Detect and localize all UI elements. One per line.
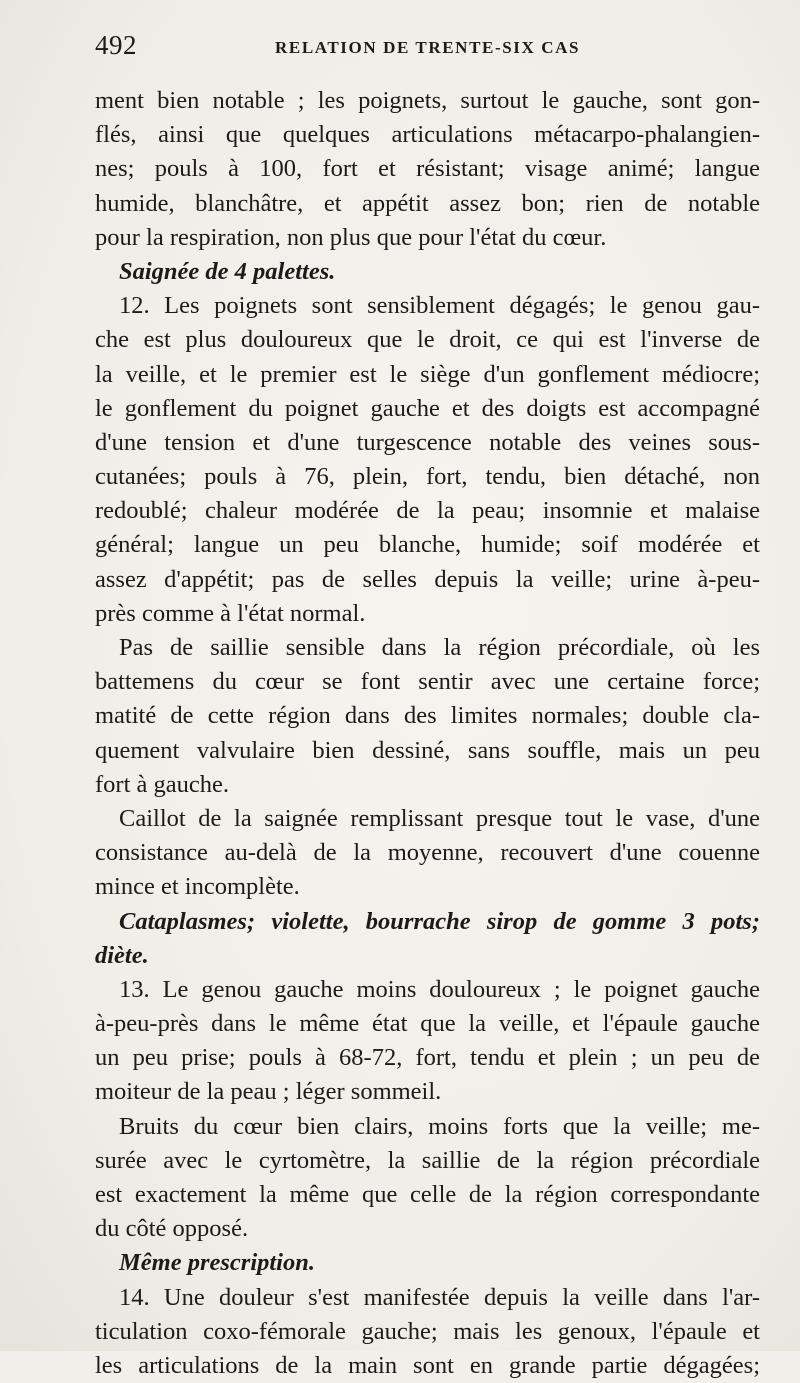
text-line: cutanées; pouls à 76, plein, fort, tendu, bien détaché, non [95,463,760,491]
text-line: Pas de saillie sensible dans la région précordiale, où les [119,634,760,661]
text-line: 13. Le genou gauche moins douloureux ; le poignet gauche [119,975,760,1003]
text-line: Caillot de la saignée remplissant presque tout le vase, d'une [119,804,760,832]
text-line: ment bien notable ; les poignets, surtout le gauche, sont gon- [95,87,760,114]
text-line: d'une tension et d'une turgescence notable des veines sous- [95,428,760,456]
text-line: flés, ainsi que quelques articulations métacarpo-phalangien- [95,121,760,149]
text-line: che est plus douloureux que le droit, ce qui est l'inverse de [95,326,760,354]
text-line: fort à gauche. [95,770,229,798]
text-line: le gonflement du poignet gauche et des doigts est accompagné [95,394,760,422]
text-line: pour la respiration, non plus que pour l'état du cœur. [95,223,607,251]
text-line: du côté opposé. [95,1215,249,1243]
text-line: assez d'appétit; pas de selles depuis la veille; urine à-peu- [95,565,760,593]
page-header [95,30,760,66]
text-line: 12. Les poignets sont sensiblement dégagés; le genou gau- [119,292,760,320]
text-line: battemens du cœur se font sentir avec une certaine force; [95,668,760,696]
text-line: consistance au-delà de la moyenne, recouvert d'une couenne [95,839,760,867]
text-line: humide, blanchâtre, et appétit assez bon; rien de notable [95,189,760,217]
text-line: 14. Une douleur s'est manifestée depuis la veille dans l'ar- [119,1283,760,1311]
text-line: la veille, et le premier est le siège d'un gonflement médiocre; [95,360,760,388]
prescription-line: Saignée de 4 palettes. [119,257,336,285]
text-line: ticulation coxo-fémorale gauche; mais les genoux, l'épaule et [95,1317,760,1345]
text-line: un peu prise; pouls à 68-72, fort, tendu et plein ; un peu de [95,1044,760,1072]
text-line: nes; pouls à 100, fort et résistant; visage animé; langue [95,155,760,183]
text-line: est exactement la même que celle de la région correspondante [95,1181,760,1208]
prescription-line: Même prescription. [119,1249,315,1277]
running-head: RELATION DE TRENTE-SIX CAS [275,38,581,57]
text-line: les articulations de la main sont en grande partie dégagées; [95,1351,760,1379]
page-number: 492 [95,30,137,60]
page-body [95,84,760,1383]
text-line: matité de cette région dans des limites normales; double cla- [95,702,760,730]
text-line: près comme à l'état normal. [95,599,366,627]
text-line: Bruits du cœur bien clairs, moins forts que la veille; me- [119,1112,760,1140]
text-line: général; langue un peu blanche, humide; soif modérée et [95,531,760,559]
text-line: surée avec le cyrtomètre, la saillie de la région précordiale [95,1146,760,1174]
prescription-line: diète. [95,941,149,969]
prescription-line: Cataplasmes; violette, bourrache sirop de gomme 3 pots; [119,907,760,935]
text-line: moiteur de la peau ; léger sommeil. [95,1078,442,1106]
text-line: mince et incomplète. [95,873,300,901]
text-line: redoublé; chaleur modérée de la peau; insomnie et malaise [95,497,760,525]
text-line: à-peu-près dans le même état que la veille, et l'épaule gauche [95,1010,760,1038]
text-line: quement valvulaire bien dessiné, sans souffle, mais un peu [95,736,760,764]
